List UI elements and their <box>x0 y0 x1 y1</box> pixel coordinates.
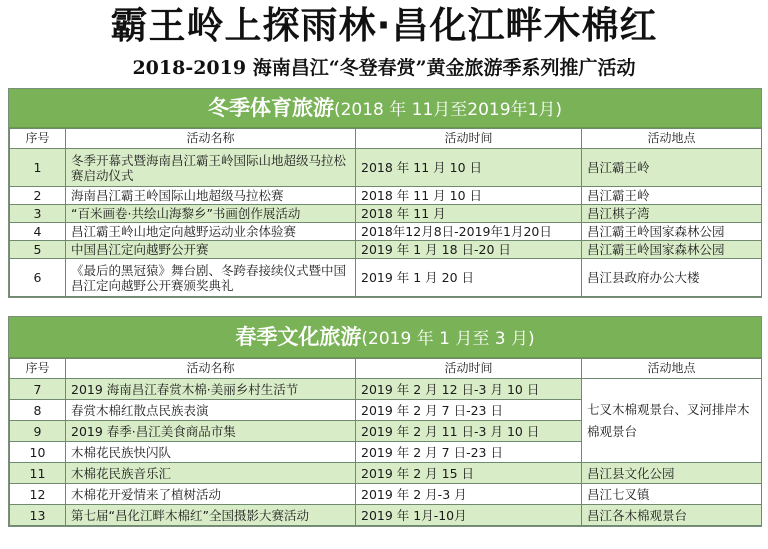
header-name: 活动名称 <box>66 129 356 149</box>
row-name: 第七届“昌化江畔木棉红”全国摄影大赛活动 <box>66 505 356 526</box>
row-place: 昌江霸王岭国家森林公园 <box>582 223 762 241</box>
header-time: 活动时间 <box>356 359 582 379</box>
header-no: 序号 <box>10 359 66 379</box>
row-name: 中国昌江定向越野公开赛 <box>66 241 356 259</box>
row-time: 2019 年 1 月 18 日-20 日 <box>356 241 582 259</box>
spring-table <box>9 358 762 526</box>
row-name: 2019 海南昌江春赏木棉·美丽乡村生活节 <box>66 379 356 400</box>
row-no: 2 <box>10 187 66 205</box>
row-time: 2018 年 11 月 10 日 <box>356 149 582 187</box>
row-time: 2019 年 2 月-3 月 <box>356 484 582 505</box>
row-no: 8 <box>10 400 66 421</box>
row-name: 春赏木棉红散点民族表演 <box>66 400 356 421</box>
row-place: 昌江各木棉观景台 <box>582 505 762 526</box>
table-row <box>10 187 762 205</box>
spring-range: (2019 年 1 月至 3 月) <box>361 329 535 349</box>
table-row <box>10 149 762 187</box>
row-place: 昌江霸王岭国家森林公园 <box>582 241 762 259</box>
winter-section <box>8 88 762 298</box>
row-time: 2019 年 2 月 7 日-23 日 <box>356 442 582 463</box>
header-no: 序号 <box>10 129 66 149</box>
row-place: 昌江七叉镇 <box>582 484 762 505</box>
table-header-row <box>10 359 762 379</box>
winter-section-header <box>9 89 761 128</box>
row-name: 《最后的黑冠猿》舞台剧、冬跨春接续仪式暨中国昌江定向越野公开赛颁奖典礼 <box>66 259 356 297</box>
row-name: 冬季开幕式暨海南昌江霸王岭国际山地超级马拉松赛启动仪式 <box>66 149 356 187</box>
winter-title: 冬季体育旅游 <box>207 96 334 120</box>
spring-section <box>8 316 762 527</box>
row-no: 11 <box>10 463 66 484</box>
row-time: 2019 年 2 月 12 日-3 月 10 日 <box>356 379 582 400</box>
row-place: 昌江县政府办公大楼 <box>582 259 762 297</box>
row-name: 木棉花民族快闪队 <box>66 442 356 463</box>
row-time: 2018 年 11 月 10 日 <box>356 187 582 205</box>
spring-title: 春季文化旅游 <box>235 325 362 349</box>
row-time: 2018年12月8日-2019年1月20日 <box>356 223 582 241</box>
header-time: 活动时间 <box>356 129 582 149</box>
table-row <box>10 484 762 505</box>
row-no: 13 <box>10 505 66 526</box>
winter-range: (2018 年 11月至2019年1月) <box>333 100 563 120</box>
row-name: “百米画卷·共绘山海黎乡”书画创作展活动 <box>66 205 356 223</box>
row-time: 2019 年 2 月 11 日-3 月 10 日 <box>356 421 582 442</box>
row-no: 4 <box>10 223 66 241</box>
row-time: 2019 年 1 月 20 日 <box>356 259 582 297</box>
row-no: 10 <box>10 442 66 463</box>
row-name: 木棉花民族音乐汇 <box>66 463 356 484</box>
row-place: 昌江霸王岭 <box>582 187 762 205</box>
spring-section-header <box>9 317 761 358</box>
table-row <box>10 241 762 259</box>
table-row <box>10 205 762 223</box>
row-no: 9 <box>10 421 66 442</box>
table-row <box>10 505 762 526</box>
row-time: 2019 年 1月-10月 <box>356 505 582 526</box>
row-no: 12 <box>10 484 66 505</box>
winter-table <box>9 128 762 297</box>
table-header-row <box>10 129 762 149</box>
row-time: 2018 年 11 月 <box>356 205 582 223</box>
row-name: 昌江霸王岭山地定向越野运动业余体验赛 <box>66 223 356 241</box>
page-subtitle: 2018-2019 海南昌江“冬登春赏”黄金旅游季系列推广活动 <box>132 57 636 79</box>
table-row <box>10 259 762 297</box>
row-time: 2019 年 2 月 7 日-23 日 <box>356 400 582 421</box>
table-row <box>10 379 762 400</box>
merged-place-cell: 七叉木棉观景台、叉河排岸木棉观景台 <box>582 379 762 463</box>
row-name: 海南昌江霸王岭国际山地超级马拉松赛 <box>66 187 356 205</box>
table-row <box>10 223 762 241</box>
table-row <box>10 463 762 484</box>
row-no: 6 <box>10 259 66 297</box>
row-place: 昌江县文化公园 <box>582 463 762 484</box>
row-no: 7 <box>10 379 66 400</box>
row-no: 5 <box>10 241 66 259</box>
row-place: 昌江棋子湾 <box>582 205 762 223</box>
header-name: 活动名称 <box>66 359 356 379</box>
row-name: 2019 春季·昌江美食商品市集 <box>66 421 356 442</box>
header-place: 活动地点 <box>582 359 762 379</box>
row-name: 木棉花开爱情来了植树活动 <box>66 484 356 505</box>
row-no: 3 <box>10 205 66 223</box>
header-place: 活动地点 <box>582 129 762 149</box>
row-place: 昌江霸王岭 <box>582 149 762 187</box>
row-time: 2019 年 2 月 15 日 <box>356 463 582 484</box>
page-title: 霸王岭上探雨林·昌化江畔木棉红 <box>110 4 658 47</box>
row-no: 1 <box>10 149 66 187</box>
